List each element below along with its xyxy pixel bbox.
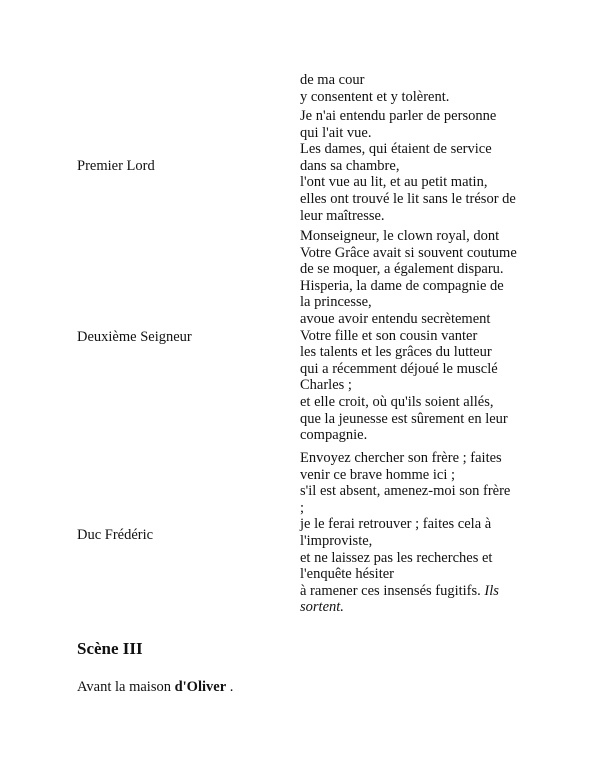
speech-lines — [300, 228, 530, 444]
speech-line: qui a récemment déjoué le musclé — [300, 360, 498, 377]
speech-line: y consentent et y tolèrent. — [300, 88, 450, 105]
speech-line: Votre fille et son cousin vanter — [300, 327, 478, 344]
speech-lines — [300, 72, 530, 105]
speech-line: les talents et les grâces du lutteur — [300, 344, 492, 361]
direction-name: d'Oliver — [174, 679, 227, 695]
speech-line: Charles ; — [300, 377, 352, 394]
speech-line: elles ont trouvé le lit sans le trésor de — [300, 190, 516, 207]
speech-line-with-direction — [300, 583, 530, 600]
direction-prefix: Avant la maison — [77, 679, 171, 695]
speech-line: Monseigneur, le clown royal, dont — [300, 228, 500, 244]
speech-line: et elle croit, où qu'ils soient allés, — [300, 393, 494, 410]
speech-line: Je n'ai entendu parler de personne — [300, 108, 497, 124]
speech-line: qui l'ait vue. — [300, 124, 372, 141]
speech-line: l'improviste, — [300, 532, 373, 549]
speech-line: venir ce brave homme ici ; — [300, 466, 456, 483]
speech-line: l'enquête hésiter — [300, 566, 395, 583]
speaker-name: Deuxième Seigneur — [77, 329, 192, 345]
speech-line: Envoyez chercher son frère ; faites — [300, 450, 502, 466]
speech-line: s'il est absent, amenez-moi son frère — [300, 483, 511, 500]
direction-suffix: . — [226, 679, 234, 695]
speech-line: Votre Grâce avait si souvent coutume — [300, 244, 517, 261]
stage-direction-end: sortent. — [300, 599, 344, 616]
stage-direction: Ils — [484, 582, 499, 599]
speech-lines — [300, 108, 530, 224]
speaker-name: Premier Lord — [77, 158, 155, 174]
speech-line: compagnie. — [300, 427, 368, 444]
speech-line: de ma cour — [300, 72, 365, 88]
speech-line: ; — [300, 499, 305, 516]
speech-line: de se moquer, a également disparu. — [300, 261, 504, 278]
speech-line: que la jeunesse est sûrement en leur — [300, 410, 508, 427]
scene-stage-direction — [77, 679, 233, 696]
speech-line: avoue avoir entendu secrètement — [300, 310, 491, 327]
speech-line: Hisperia, la dame de compagnie de — [300, 277, 504, 294]
speaker-name: Duc Frédéric — [77, 527, 154, 543]
scene-title: Scène III — [77, 639, 143, 658]
speech-line: la princesse, — [300, 294, 372, 311]
speech-line: et ne laissez pas les recherches et — [300, 549, 493, 566]
speech-line: leur maîtresse. — [300, 207, 385, 224]
speech-lines — [300, 450, 530, 616]
speech-line: dans sa chambre, — [300, 157, 400, 174]
speech-line: je le ferai retrouver ; faites cela à — [300, 516, 492, 533]
speech-line: à ramener ces insensés fugitifs. — [300, 582, 481, 599]
speech-line — [300, 599, 530, 616]
speech-line: Les dames, qui étaient de service — [300, 141, 492, 158]
speech-line: l'ont vue au lit, et au petit matin, — [300, 174, 488, 191]
